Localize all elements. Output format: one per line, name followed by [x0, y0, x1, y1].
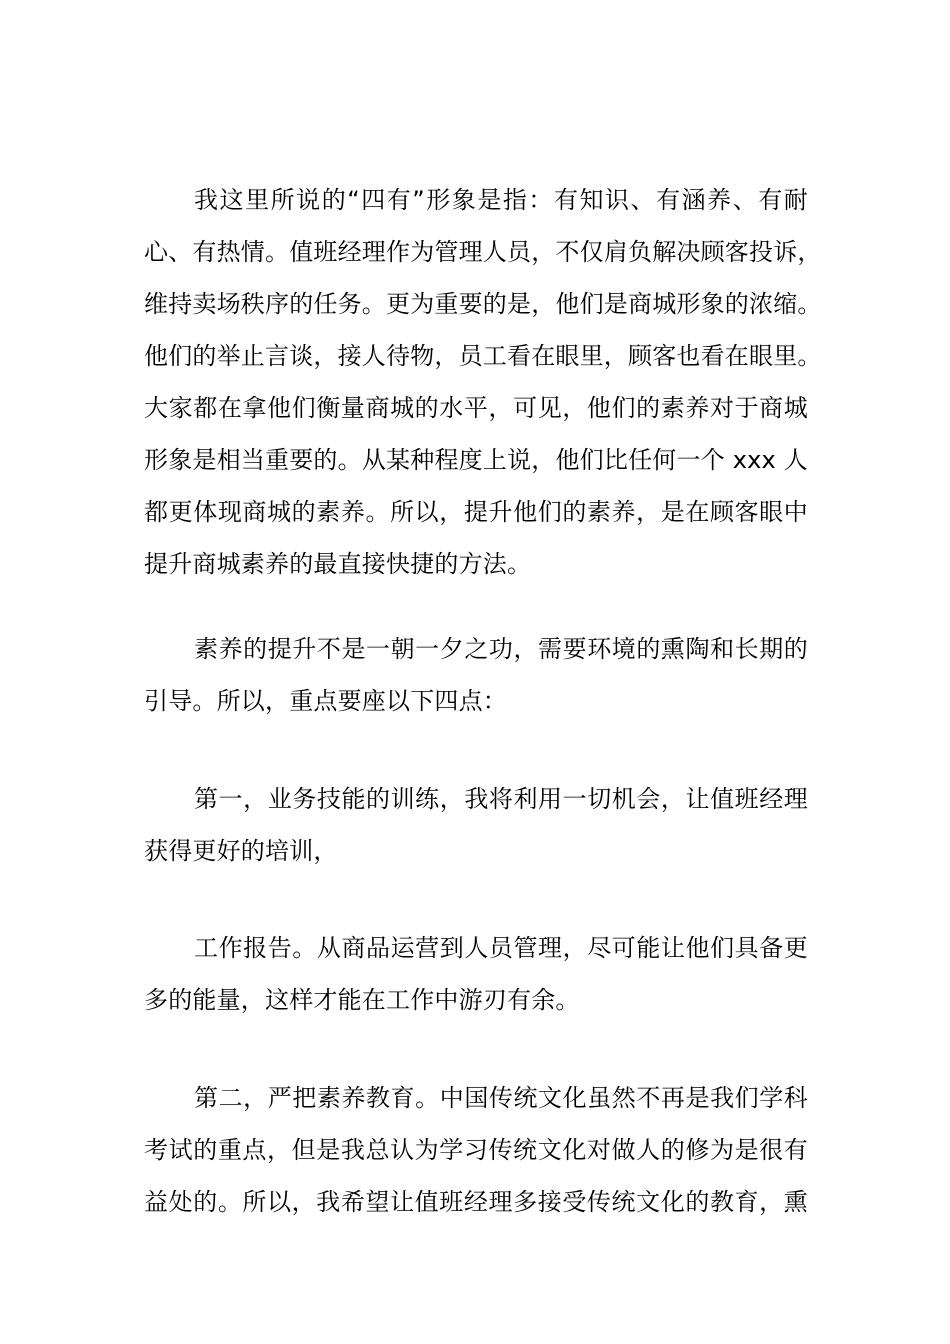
text-line: 心、有热情。值班经理作为管理人员，不仅肩负解决顾客投诉，: [144, 238, 822, 266]
paragraph-point-two: [144, 1072, 808, 1228]
text-line: 多的能量，这样才能在工作中游刃有余。: [144, 986, 580, 1014]
text-line: 第一，业务技能的训练，我将利用一切机会，让值班经理: [194, 785, 808, 813]
text-line: 第二，严把素养教育。中国传统文化虽然不再是我们学科: [194, 1084, 808, 1112]
text-line: 提升商城素养的最直接快捷的方法。: [144, 550, 532, 578]
text-line: 大家都在拿他们衡量商城的水平，可见，他们的素养对于商城: [144, 394, 808, 422]
paragraph-four-qualities: [144, 174, 822, 590]
text-line: 引导。所以，重点要座以下四点：: [144, 687, 507, 715]
text-line: 他们的举止言谈，接人待物，员工看在眼里，顾客也看在眼里。: [144, 342, 822, 370]
text-line: 素养的提升不是一朝一夕之功，需要环境的熏陶和长期的: [194, 635, 808, 663]
paragraph-improvement: [144, 623, 808, 727]
text-line: 我这里所说的“四有”形象是指：有知识、有涵养、有耐: [194, 186, 808, 214]
paragraph-point-one: [144, 773, 808, 877]
text-line: 都更体现商城的素养。所以，提升他们的素养，是在顾客眼中: [144, 498, 808, 526]
text-line: 工作报告。从商品运营到人员管理，尽可能让他们具备更: [194, 934, 808, 962]
text-line: 形象是相当重要的。从某种程度上说，他们比任何一个 xxx 人: [144, 446, 808, 474]
text-line: 维持卖场秩序的任务。更为重要的是，他们是商城形象的浓缩。: [144, 290, 822, 318]
text-line: 获得更好的培训，: [144, 837, 338, 865]
paragraph-work-report: [144, 922, 808, 1026]
text-line: 益处的。所以，我希望让值班经理多接受传统文化的教育，熏: [144, 1188, 808, 1216]
text-line: 考试的重点，但是我总认为学习传统文化对做人的修为是很有: [144, 1136, 808, 1164]
